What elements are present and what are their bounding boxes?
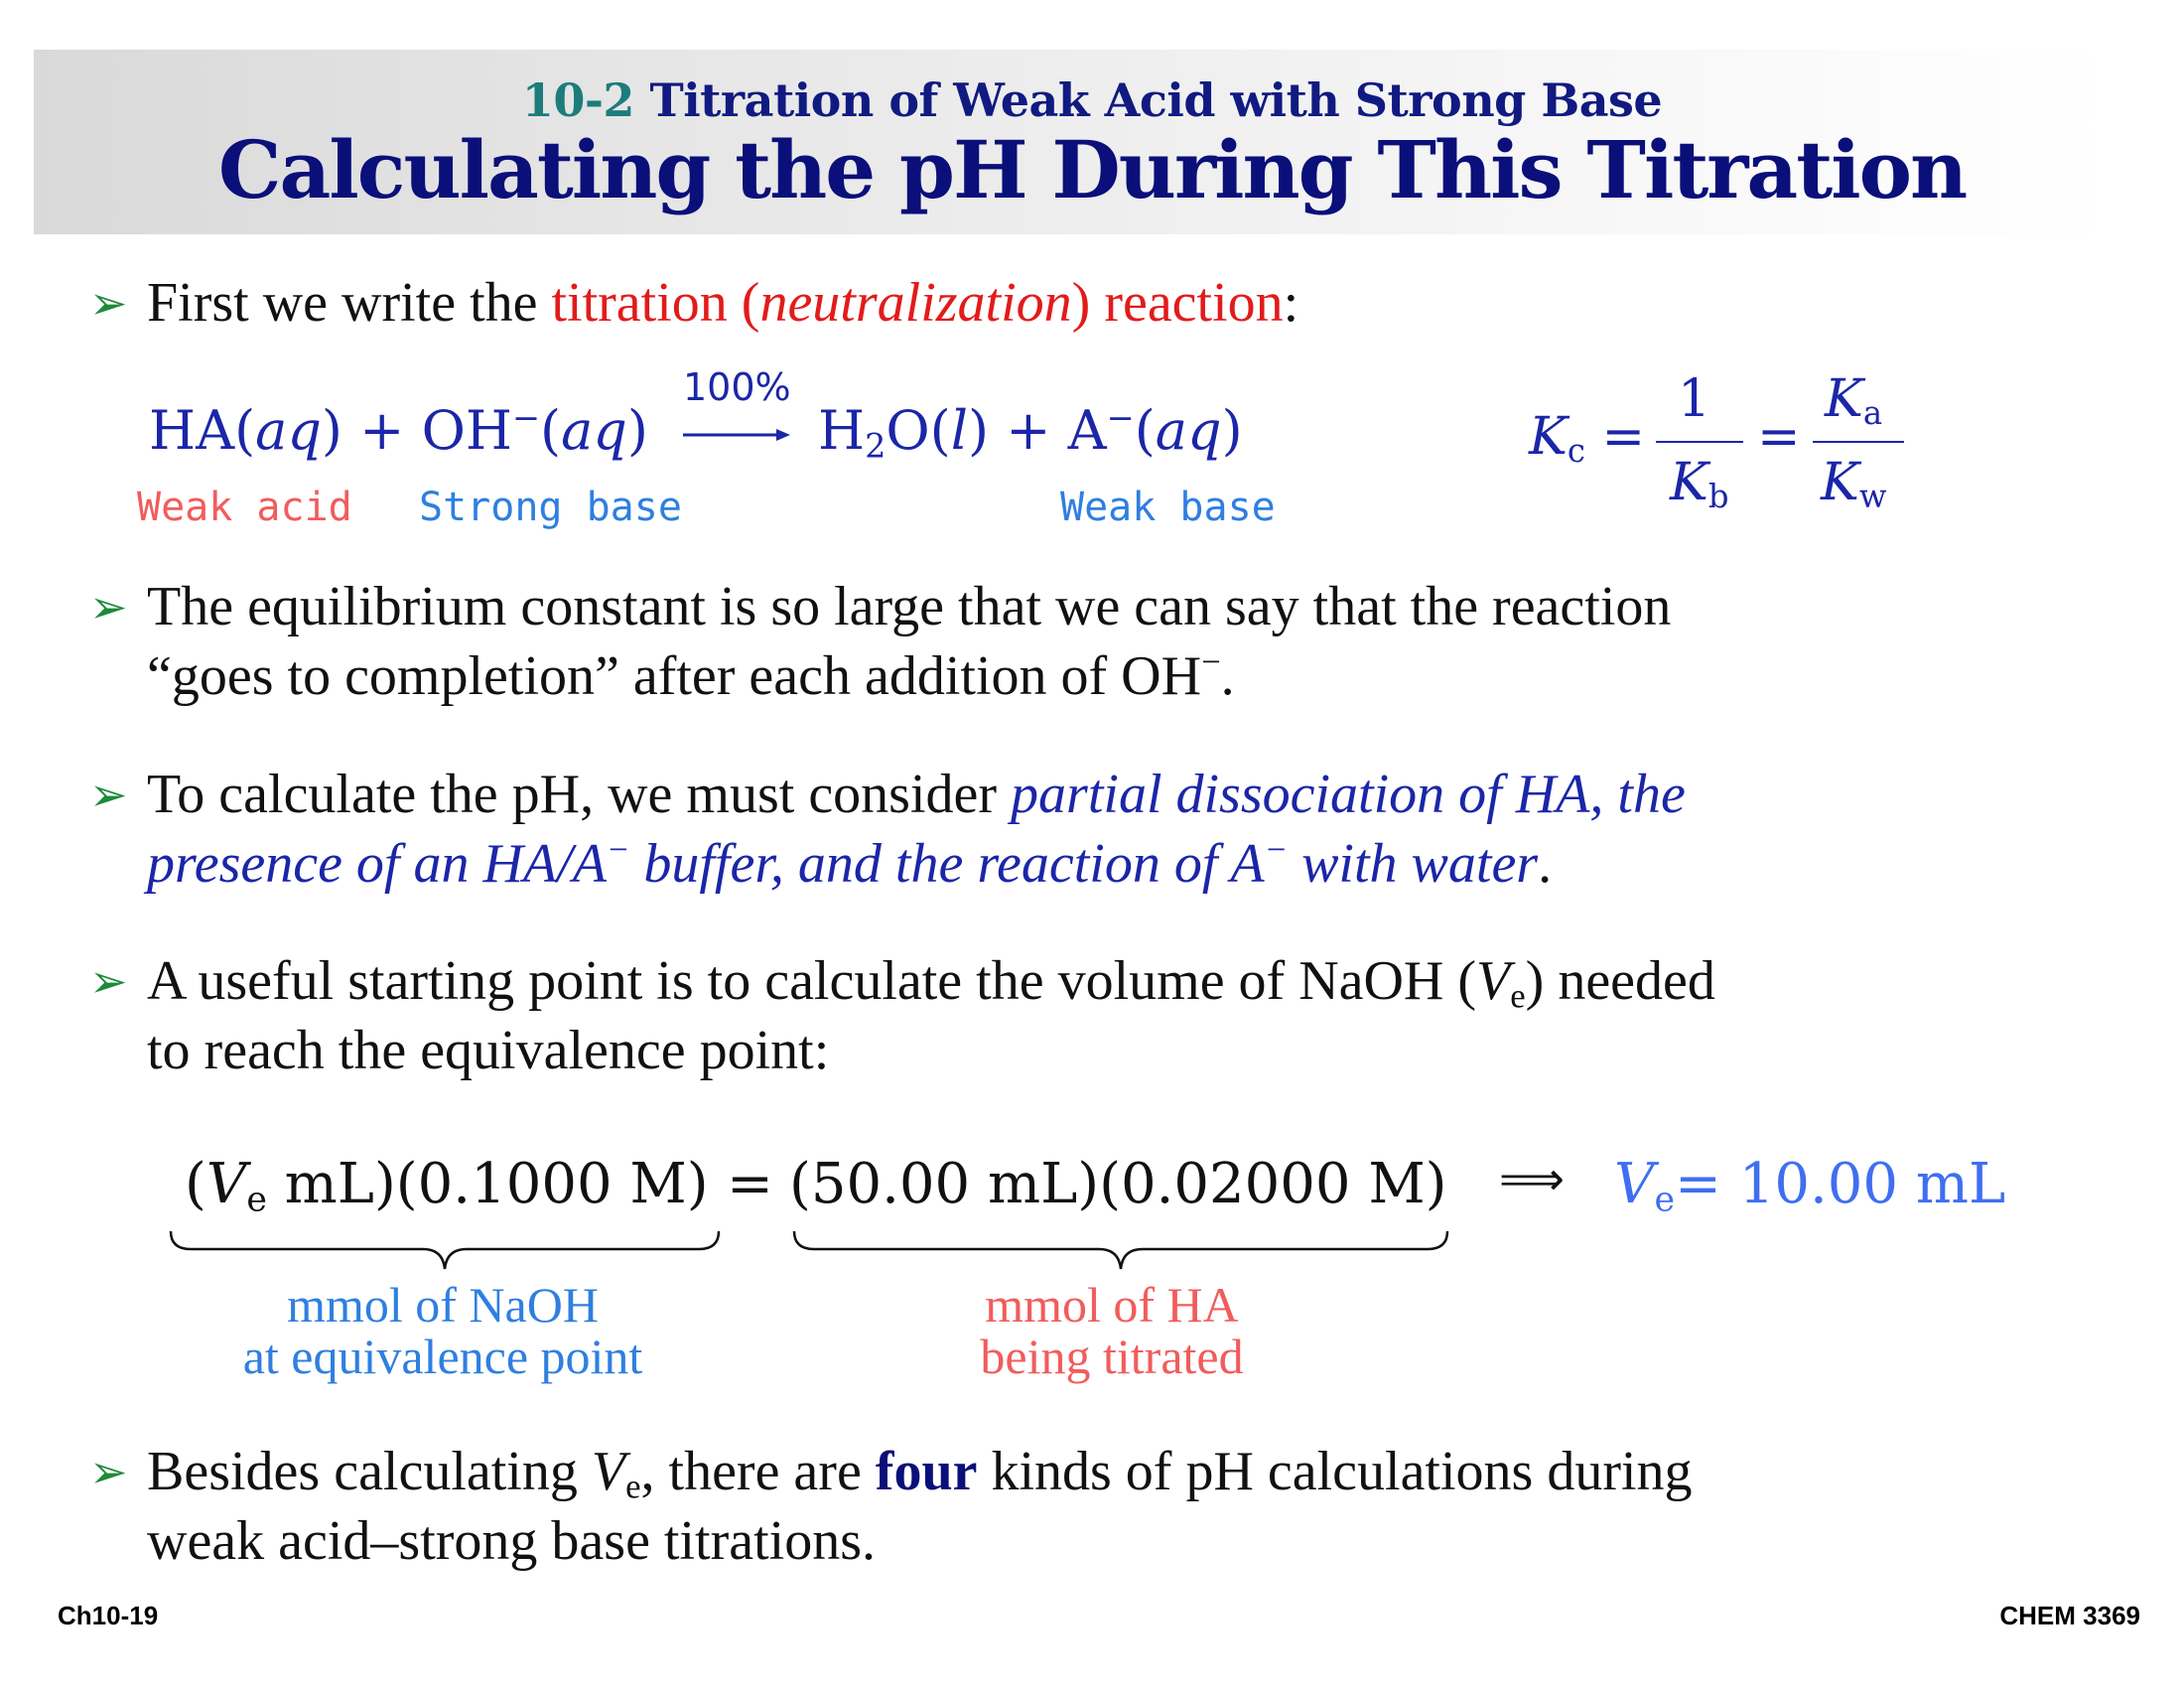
charge-minus: − xyxy=(511,397,541,437)
bullet5-line2: weak acid–strong base titrations. xyxy=(147,1510,877,1572)
implies-arrow-icon: ⟹ xyxy=(1499,1152,1565,1205)
bullet3-line2: presence of an HA/A− buffer, and the reaction of A− with water. xyxy=(147,830,1553,895)
product-sub2: 2 xyxy=(865,426,887,466)
bullet4-line2: to reach the equivalence point: xyxy=(147,1020,830,1081)
bullet1-highlight-a: titration ( xyxy=(551,272,760,334)
paren-close: ) xyxy=(321,399,342,462)
bullet-arrow-icon: ➢ xyxy=(89,276,128,330)
aq-state: aq xyxy=(561,399,627,462)
equation-result: $V_e= 10.00$ mL xyxy=(1614,1152,2006,1220)
reaction-products: $H_2O(l) + A^-(aq)$ xyxy=(818,397,1243,466)
label-strong-base: Strong base xyxy=(419,485,682,530)
section-number: 10-2 xyxy=(521,73,634,127)
bullet5-line1: Besides calculating $V_e$, there are four kinds of pH calculations during xyxy=(147,1441,1693,1506)
label-weak-acid: Weak acid xyxy=(137,485,352,530)
bullet-arrow-icon: ➢ xyxy=(89,954,128,1008)
equation-equals: = xyxy=(727,1152,773,1216)
product-o: O( xyxy=(886,399,951,462)
product-h: H xyxy=(818,399,866,462)
kc-equals-2: = xyxy=(1757,407,1801,467)
bullet2-line2: “goes to completion” after each addition of OH−. xyxy=(147,642,1235,707)
bullet-arrow-icon: ➢ xyxy=(89,1445,128,1498)
bullet4-line1: A useful starting point is to calculate the volume of NaOH $(V_e)$ needed xyxy=(147,950,1715,1016)
reactant-ha: HA( xyxy=(149,399,256,462)
label-weak-base: Weak base xyxy=(1060,485,1276,530)
equation-rhs: (50.00 mL)(0.02000 M) xyxy=(789,1152,1447,1216)
kc-numerator-one: 1 xyxy=(1678,369,1711,429)
bullet1-after: : xyxy=(1283,272,1299,334)
section-title: Titration of Weak Acid with Strong Base xyxy=(649,73,1663,127)
aq-state: aq xyxy=(1155,399,1222,462)
charge-minus: − xyxy=(1106,397,1135,437)
kc-kw: $K_w$ xyxy=(1821,453,1887,516)
footer-slide-number: Ch10-19 xyxy=(58,1601,159,1630)
liquid-state: l xyxy=(950,399,969,462)
footer-course: CHEM 3369 xyxy=(1999,1601,2140,1630)
plus-sign: + xyxy=(359,399,405,462)
bullet-arrow-icon: ➢ xyxy=(89,580,128,633)
bullet1-before: First we write the xyxy=(147,272,552,334)
bullet3-line1: To calculate the pH, we must consider partial dissociation of HA, the xyxy=(147,764,1686,825)
underbrace-left-icon xyxy=(167,1227,723,1277)
fraction-bar-2 xyxy=(1813,441,1904,443)
bullet1-highlight-italic: neutralization xyxy=(759,272,1072,334)
reactant-oh: OH xyxy=(421,399,512,462)
bullet1-highlight-b: ) reaction xyxy=(1071,272,1284,334)
bullet2-line1: The equilibrium constant is so large that we can say that the reaction xyxy=(147,576,1672,637)
fraction-bar-1 xyxy=(1656,441,1743,443)
label-mmol-ha: mmol of HA being titrated xyxy=(980,1277,1244,1384)
plus-sign: + xyxy=(1006,399,1051,462)
bullet-arrow-icon: ➢ xyxy=(89,768,128,821)
aq-state: aq xyxy=(255,399,322,462)
equation-lhs: ($V_e$ mL)(0.1000 M) xyxy=(185,1152,709,1220)
kc-symbol: $K_c$ = xyxy=(1529,407,1646,471)
underbrace-right-icon xyxy=(790,1227,1451,1277)
page-title: Calculating the pH During This Titration xyxy=(217,123,1967,216)
kc-ka: $K_a$ xyxy=(1825,369,1883,433)
label-mmol-naoh: mmol of NaOH at equivalence point xyxy=(242,1277,643,1384)
reaction-arrow-icon xyxy=(683,425,790,445)
section-subtitle xyxy=(0,73,2184,127)
product-a: A xyxy=(1067,399,1107,462)
arrow-label: 100% xyxy=(683,365,791,409)
kc-kb: $K_b$ xyxy=(1670,453,1729,516)
reaction-reactants: HA(aq) + OH−(aq) xyxy=(149,397,648,462)
